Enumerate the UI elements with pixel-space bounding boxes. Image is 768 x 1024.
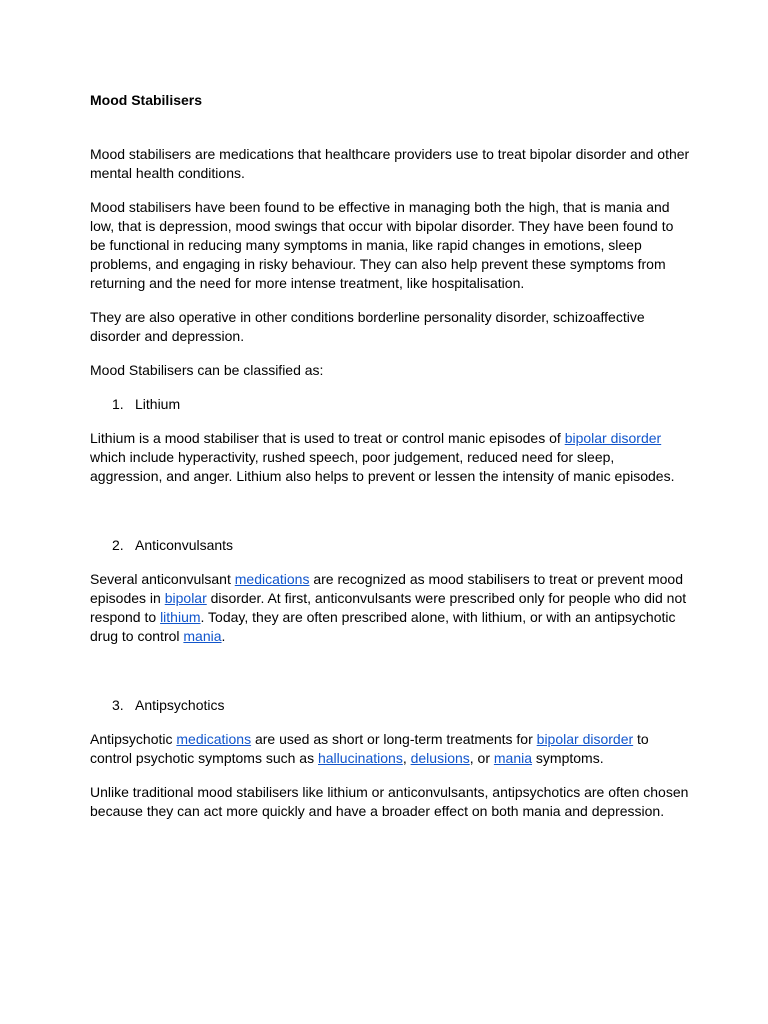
mania-link[interactable]: mania [183,628,222,644]
text-run: which include hyperactivity, rushed speech, poor judgement, reduced need for sleep, aggression, and anger. Lithium also helps to prevent or lessen the intensity of manic episodes. [90,449,675,484]
text-run: . [221,628,226,644]
list-number: 1. [112,396,124,412]
text-run: Several anticonvulsant [90,571,235,587]
lithium-link[interactable]: lithium [160,609,201,625]
classification-intro: Mood Stabilisers can be classified as: [90,362,324,378]
text-run: to control psychotic symptoms such as [90,731,649,766]
text-run: Lithium is a mood stabiliser that is used to treat or control manic episodes of [90,430,565,446]
lithium-paragraph [90,429,690,486]
spacer [90,486,690,536]
text-run: symptoms. [532,750,604,766]
list-label: Antipsychotics [135,697,225,713]
list-label: Anticonvulsants [135,537,234,553]
list-item-lithium [90,395,690,414]
text-run: , or [469,750,494,766]
delusions-link[interactable]: delusions [410,750,470,766]
other-conditions-paragraph: They are also operative in other conditions borderline personality disorder, schizoaffective disorder and depression. [90,309,645,344]
bipolar-disorder-link[interactable]: bipolar disorder [564,430,662,446]
spacer [90,646,690,696]
bipolar-disorder-link[interactable]: bipolar disorder [536,731,634,747]
mania-link[interactable]: mania [493,750,533,766]
text-run: are used as short or long-term treatments for [251,731,537,747]
text-run: . Today, they are often prescribed alone, with lithium, or with an antipsychotic drug to control [90,609,676,644]
text-run: disorder. At first, anticonvulsants were prescribed only for people who did not respond to [90,590,687,625]
text-run: are recognized as mood stabilisers to treat or prevent mood episodes in [90,571,683,606]
list-label: Lithium [135,396,181,412]
effectiveness-paragraph: Mood stabilisers have been found to be effective in managing both the high, that is mania and low, that is depression, mood swings that occur with bipolar disorder. They have been found to be functional in reducing many symptoms in mania, like rapid changes in emotions, sleep problems, and engaging in risky behaviour. They can also help prevent these symptoms from returning and the need for more intense treatment, like hospitalisation. [90,199,674,291]
document-title: Mood Stabilisers [90,92,203,108]
document-page [90,90,690,821]
list-number: 3. [112,697,124,713]
text-run: Antipsychotic [90,731,177,747]
anticonvulsants-paragraph [90,570,690,646]
list-item-anticonvulsants [90,536,690,555]
comparison-paragraph: Unlike traditional mood stabilisers like lithium or anticonvulsants, antipsychotics are often chosen because they can act more quickly and have a broader effect on both mania and depression. [90,784,689,819]
medications-link[interactable]: medications [234,571,310,587]
hallucinations-link[interactable]: hallucinations [317,750,403,766]
text-run: , [402,750,411,766]
antipsychotics-paragraph [90,730,690,768]
bipolar-link[interactable]: bipolar [164,590,207,606]
list-item-antipsychotics [90,696,690,715]
list-number: 2. [112,537,124,553]
medications-link[interactable]: medications [176,731,252,747]
intro-paragraph: Mood stabilisers are medications that healthcare providers use to treat bipolar disorder and other mental health conditions. [90,146,690,181]
